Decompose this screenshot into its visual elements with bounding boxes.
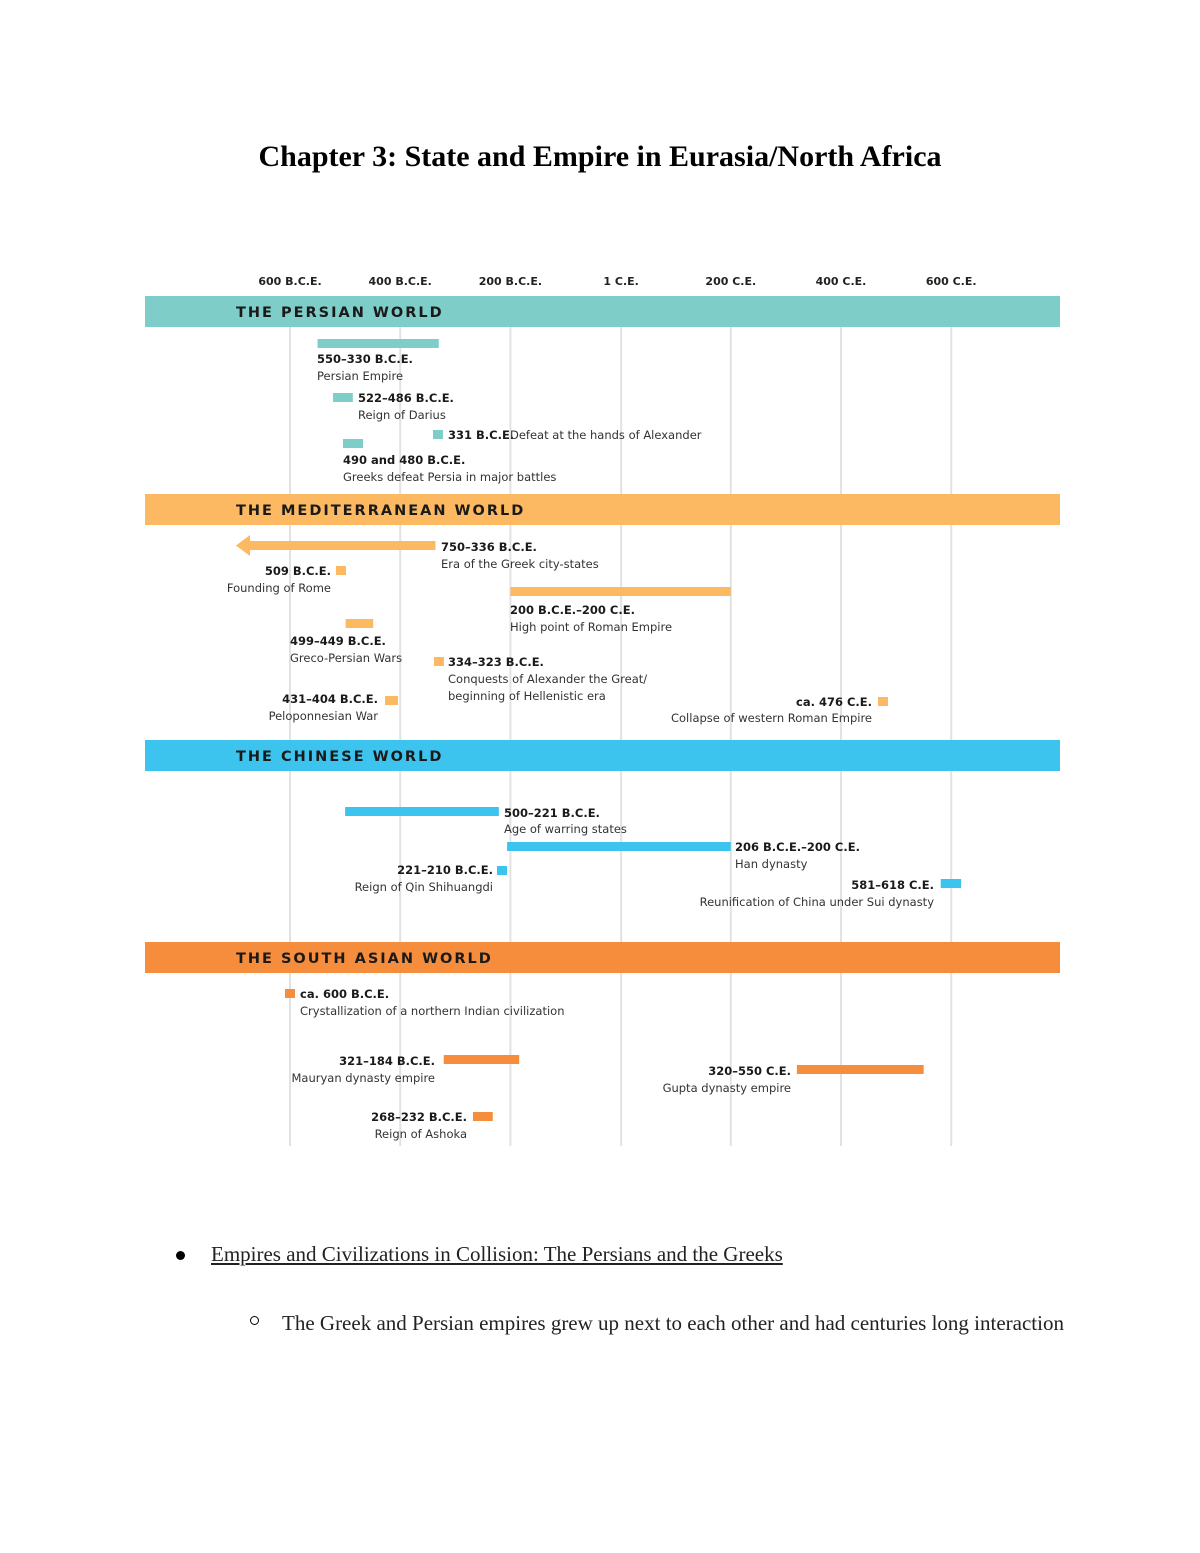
event-bar xyxy=(385,696,398,705)
event-bar xyxy=(318,339,439,348)
event-desc: Crystallization of a northern Indian civilization xyxy=(300,1004,565,1018)
axis-tick-label: 200 B.C.E. xyxy=(478,275,543,288)
event-bar xyxy=(797,1065,924,1074)
event-date: ca. 600 B.C.E. xyxy=(300,987,390,1001)
event-desc: Greeks defeat Persia in major battles xyxy=(343,470,557,484)
event-desc: Persian Empire xyxy=(317,369,404,383)
arrow-left-icon xyxy=(236,535,250,556)
event-desc: Peloponnesian War xyxy=(268,709,378,723)
axis-tick-label: 400 C.E. xyxy=(815,275,867,288)
event-bar xyxy=(336,566,346,575)
event-date: 331 B.C.E. xyxy=(448,428,515,442)
event-bar xyxy=(507,842,731,851)
event-bar xyxy=(346,619,374,628)
event-desc: beginning of Hellenistic era xyxy=(448,689,606,703)
page-title: Chapter 3: State and Empire in Eurasia/North Africa xyxy=(258,140,942,173)
event-date: 522–486 B.C.E. xyxy=(358,391,454,405)
event-bar xyxy=(433,430,443,439)
event-date: 221–210 B.C.E. xyxy=(397,863,493,877)
event-date: 499–449 B.C.E. xyxy=(290,634,386,648)
axis-tick-label: 400 B.C.E. xyxy=(368,275,432,288)
event-date: 500–221 B.C.E. xyxy=(504,806,600,820)
event-date: 321–184 B.C.E. xyxy=(339,1054,435,1068)
bullet-dot-icon xyxy=(176,1251,185,1260)
event-date: 334–323 B.C.E. xyxy=(448,655,544,669)
event-desc: Age of warring states xyxy=(504,822,627,836)
event-bar xyxy=(497,866,507,875)
event-bar xyxy=(434,657,444,666)
event-bar xyxy=(333,393,353,402)
section-title: THE CHINESE WORLD xyxy=(236,749,444,765)
event-date: 581–618 C.E. xyxy=(851,878,934,892)
event-bar xyxy=(246,541,435,550)
event-date: 200 B.C.E.–200 C.E. xyxy=(510,603,635,617)
event-date: 268–232 B.C.E. xyxy=(371,1110,467,1124)
event-date: 750–336 B.C.E. xyxy=(441,540,537,554)
event-desc: Conquests of Alexander the Great/ xyxy=(448,672,648,686)
event-desc: Founding of Rome xyxy=(226,581,331,595)
event-bar xyxy=(473,1112,493,1121)
event-desc: Greco-Persian Wars xyxy=(290,651,403,665)
axis-tick-label: 1 C.E. xyxy=(603,275,639,288)
event-bar xyxy=(285,989,295,998)
event-desc: Collapse of western Roman Empire xyxy=(670,711,872,725)
event-date: 490 and 480 B.C.E. xyxy=(343,453,466,467)
event-desc: Reign of Qin Shihuangdi xyxy=(354,880,493,894)
event-bar xyxy=(444,1055,519,1064)
event-desc: Gupta dynasty empire xyxy=(662,1081,791,1095)
event-date: 550–330 B.C.E. xyxy=(317,352,413,366)
event-desc: High point of Roman Empire xyxy=(510,620,673,634)
section-heading: Empires and Civilizations in Collision: The Persians and the Greeks xyxy=(211,1242,783,1266)
event-desc: Mauryan dynasty empire xyxy=(291,1071,435,1085)
section-title: THE MEDITERRANEAN WORLD xyxy=(236,503,526,519)
event-bar xyxy=(878,697,888,706)
axis-tick-label: 600 B.C.E. xyxy=(258,275,322,288)
section-title: THE PERSIAN WORLD xyxy=(236,305,444,321)
hollow-bullet-icon xyxy=(250,1316,259,1325)
event-date: 431–404 B.C.E. xyxy=(282,692,378,706)
axis-tick-label: 200 C.E. xyxy=(705,275,757,288)
event-date: 320–550 C.E. xyxy=(708,1064,791,1078)
event-date: ca. 476 C.E. xyxy=(796,695,872,709)
event-desc: Reign of Ashoka xyxy=(374,1127,467,1141)
event-desc: Han dynasty xyxy=(735,857,808,871)
axis-tick-label: 600 C.E. xyxy=(925,275,977,288)
event-desc: Reign of Darius xyxy=(358,408,446,422)
sub-bullet-text: The Greek and Persian empires grew up next to each other and had centuries long interaction xyxy=(282,1311,1064,1335)
section-title: THE SOUTH ASIAN WORLD xyxy=(236,951,493,967)
event-date: 509 B.C.E. xyxy=(264,564,331,578)
event-date: 206 B.C.E.–200 C.E. xyxy=(735,840,860,854)
event-bar xyxy=(941,879,961,888)
event-bar xyxy=(343,439,363,448)
event-bar xyxy=(510,587,730,596)
event-desc: Reunification of China under Sui dynasty xyxy=(699,895,934,909)
event-desc: Era of the Greek city-states xyxy=(441,557,599,571)
event-desc: Defeat at the hands of Alexander xyxy=(510,428,702,442)
event-bar xyxy=(345,807,499,816)
